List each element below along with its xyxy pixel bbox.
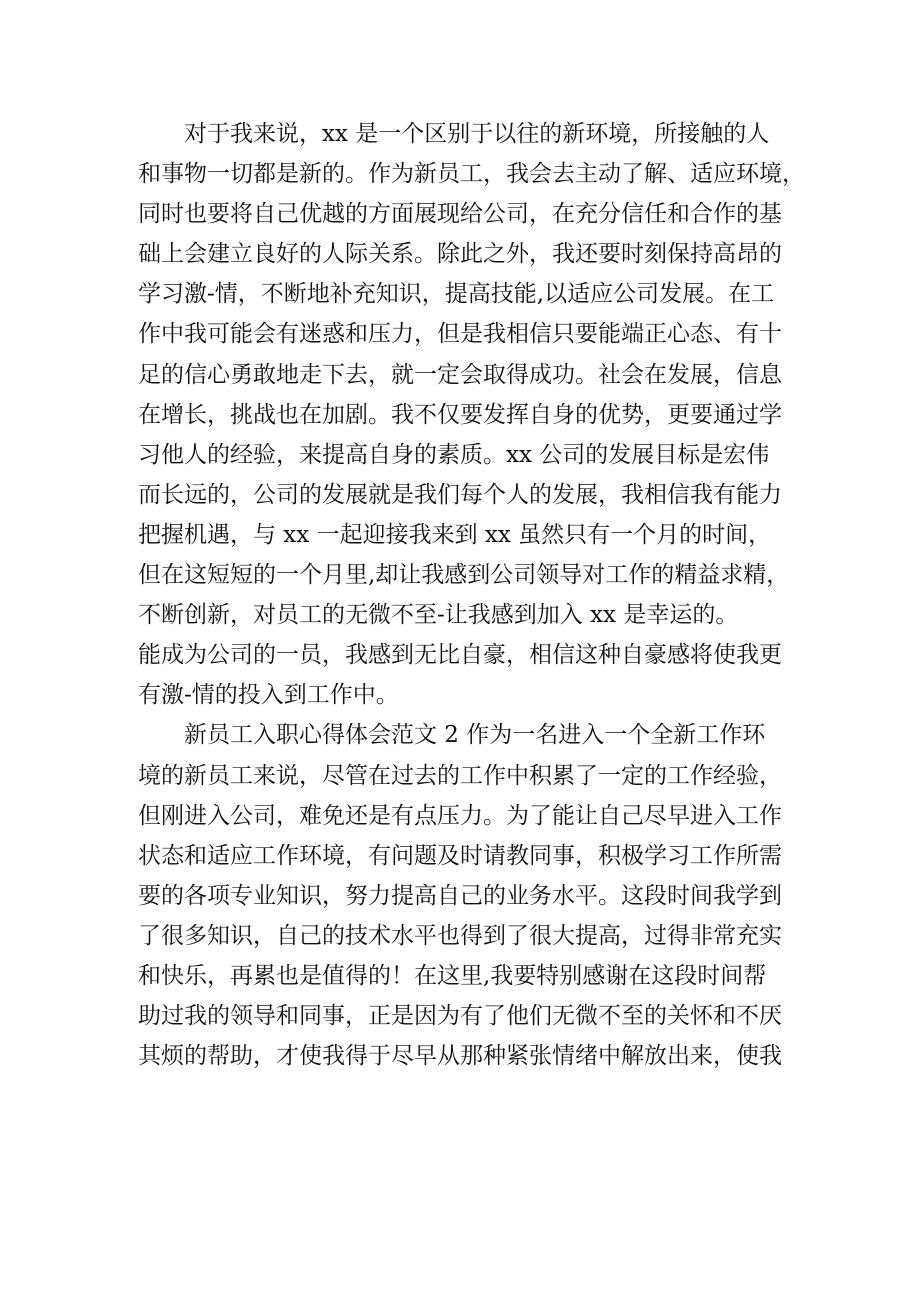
paragraph-2: [138, 715, 818, 1076]
paragraph-line: 能成为公司的一员，我感到无比自豪，相信这种自豪感将使我更: [138, 642, 782, 669]
paragraph-1: [138, 114, 818, 715]
paragraph-line: 在增长，挑战也在加剧。我不仅要发挥自身的优势，更要通过学: [138, 401, 782, 428]
paragraph-line: 但在这短短的一个月里,却让我感到公司领导对工作的精益求精，: [138, 562, 790, 589]
paragraph-line: 足的信心勇敢地走下去，就一定会取得成功。社会在发展，信息: [138, 361, 782, 388]
paragraph-line: 状态和适应工作环境，有问题及时请教同事，积极学习工作所需: [138, 842, 782, 869]
paragraph-line: 而长远的，公司的发展就是我们每个人的发展，我相信我有能力: [138, 481, 782, 508]
paragraph-line: 了很多知识，自己的技术水平也得到了很大提高，过得非常充实: [138, 922, 782, 949]
paragraph-line: 要的各项专业知识，努力提高自己的业务水平。这段时间我学到: [138, 882, 782, 909]
paragraph-line: 境的新员工来说，尽管在过去的工作中积累了一定的工作经验，: [138, 762, 782, 789]
paragraph-line: 习他人的经验，来提高自身的素质。xx 公司的发展目标是宏伟: [138, 441, 770, 468]
paragraph-line: 和快乐，再累也是值得的！在这里,我要特别感谢在这段时间帮: [138, 962, 767, 989]
paragraph-line: 其烦的帮助，才使我得于尽早从那种紧张情绪中解放出来，使我: [138, 1043, 782, 1070]
paragraph-line: 学习激-情，不断地补充知识，提高技能,以适应公司发展。在工: [138, 281, 775, 308]
paragraph-line: 对于我来说，xx 是一个区别于以往的新环境，所接触的人: [184, 121, 770, 147]
paragraph-line: 把握机遇，与 xx 一起迎接我来到 xx 虽然只有一个月的时间，: [138, 521, 772, 548]
paragraph-line: 有激-情的投入到工作中。: [138, 682, 399, 709]
paragraph-line: 和事物一切都是新的。作为新员工，我会去主动了解、适应环境，: [138, 161, 805, 188]
paragraph-line: 同时也要将自己优越的方面展现给公司，在充分信任和合作的基: [138, 201, 782, 228]
paragraph-line: 新员工入职心得体会范文 2 作为一名进入一个全新工作环: [184, 722, 766, 749]
paragraph-line: 不断创新，对员工的无微不至-让我感到加入 xx 是幸运的。: [138, 602, 739, 629]
paragraph-line: 础上会建立良好的人际关系。除此之外，我还要时刻保持高昂的: [138, 241, 782, 268]
paragraph-line: 但刚进入公司，难免还是有点压力。为了能让自己尽早进入工作: [138, 802, 782, 829]
paragraph-line: 作中我可能会有迷惑和压力，但是我相信只要能端正心态、有十: [138, 321, 782, 348]
paragraph-line: 助过我的领导和同事，正是因为有了他们无微不至的关怀和不厌: [138, 1003, 782, 1030]
document-body: [138, 114, 818, 1076]
